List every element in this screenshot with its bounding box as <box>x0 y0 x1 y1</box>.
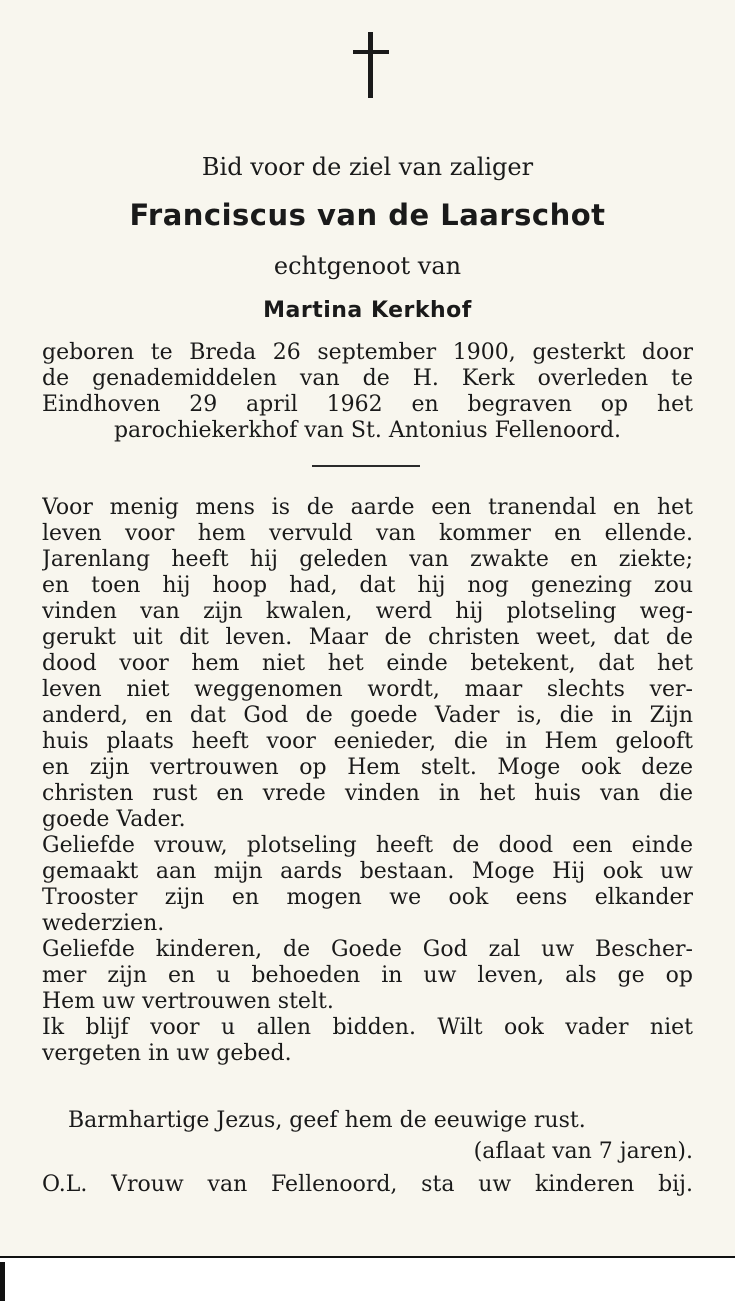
text-line: Trooster zijn en mogen we ook eens elkander <box>42 885 693 910</box>
text-line: gerukt uit dit leven. Maar de christen weet, dat de <box>42 625 693 650</box>
indulgence-note: (aflaat van 7 jaren). <box>473 1139 693 1164</box>
spouse-label: echtgenoot van <box>273 252 462 280</box>
text-line: Geliefde kinderen, de Goede God zal uw Bescher- <box>42 937 693 962</box>
prayer-line: Barmhartige Jezus, geef hem de eeuwige rust. <box>68 1108 586 1133</box>
text-line: mer zijn en u behoeden in uw leven, als ge op <box>42 963 693 988</box>
spouse-name: Martina Kerkhof <box>263 298 472 323</box>
pray-line: Bid voor de ziel van zaliger <box>201 153 534 181</box>
latin-cross-icon <box>351 32 391 100</box>
bio-line: geboren te Breda 26 september 1900, gesterkt door <box>42 340 693 365</box>
text-line: en toen hij hoop had, dat hij nog genezing zou <box>42 573 693 598</box>
text-line: anderd, en dat God de goede Vader is, die in Zijn <box>42 703 693 728</box>
deceased-name: Franciscus van de Laarschot <box>129 198 606 232</box>
text-line: Voor menig mens is de aarde een tranendal en het <box>42 495 693 520</box>
bio-line: parochiekerkhof van St. Antonius Fellenoord. <box>113 418 622 443</box>
divider <box>312 465 420 467</box>
text-line: leven voor hem vervuld van kommer en ellende. <box>42 521 693 546</box>
text-line: vergeten in uw gebed. <box>42 1041 292 1066</box>
memorial-text <box>42 495 693 1067</box>
text-line: Hem uw vertrouwen stelt. <box>42 989 334 1014</box>
text-line: vinden van zijn kwalen, werd hij plotseling weg- <box>42 599 693 624</box>
final-invocation: O.L. Vrouw van Fellenoord, sta uw kinderen bij. <box>42 1172 693 1197</box>
text-line: Jarenlang heeft hij geleden van zwakte en ziekte; <box>42 547 693 572</box>
text-line: gemaakt aan mijn aards bestaan. Moge Hij ook uw <box>42 859 693 884</box>
bio-line: Eindhoven 29 april 1962 en begraven op het <box>42 392 693 417</box>
text-line: Ik blijf voor u allen bidden. Wilt ook vader niet <box>42 1015 693 1040</box>
scan-border <box>0 1256 735 1301</box>
biography <box>42 340 693 444</box>
text-line: Geliefde vrouw, plotseling heeft de dood een einde <box>42 833 693 858</box>
bio-line: de genademiddelen van de H. Kerk overleden te <box>42 366 693 391</box>
text-line: wederzien. <box>42 911 165 936</box>
scan-edge <box>0 1262 5 1301</box>
text-line: huis plaats heeft voor eenieder, die in Hem gelooft <box>42 729 693 754</box>
text-line: christen rust en vrede vinden in het huis van die <box>42 781 693 806</box>
text-line: dood voor hem niet het einde betekent, dat het <box>42 651 693 676</box>
text-line: leven niet weggenomen wordt, maar slechts ver- <box>42 677 693 702</box>
text-line: en zijn vertrouwen op Hem stelt. Moge ook deze <box>42 755 693 780</box>
text-line: goede Vader. <box>42 807 186 832</box>
